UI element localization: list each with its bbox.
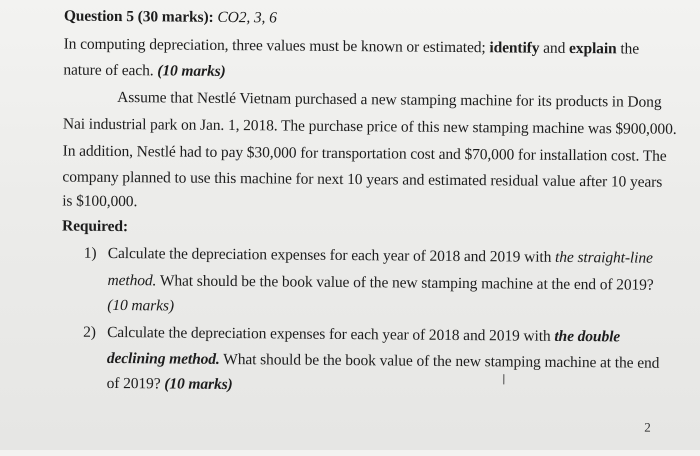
item-2-marks: (10 marks) <box>164 375 233 394</box>
question-title-codes: CO2, 3, 6 <box>217 8 277 27</box>
intro-marks: (10 marks) <box>157 62 226 80</box>
item-2-number: 2) <box>83 323 96 341</box>
scenario-line-4: company planned to use this machine for next 10 years and estimated residual value after 10 years <box>62 168 663 191</box>
scenario-line-2: Nai industrial park on Jan. 1, 2018. The purchase price of this new stamping machine was $900,000. <box>62 115 677 138</box>
scenario-line-5: is $100,000. <box>62 192 138 211</box>
identify-keyword: identify <box>489 39 540 57</box>
explain-keyword: explain <box>568 39 617 58</box>
scenario-line-1: Assume that Nestlé Vietnam purchased a new stamping machine for its products in Dong <box>117 89 662 111</box>
item-1-line-2: method. What should be the book value of the new stamping machine at the end of 2019? <box>107 271 654 294</box>
item-1-line-1: Calculate the depreciation expenses for each year of 2018 and 2019 with the straight-line <box>107 244 653 267</box>
item-1-marks: (10 marks) <box>107 296 175 315</box>
required-heading: Required: <box>61 217 129 236</box>
text-cursor-icon: I <box>501 372 506 389</box>
scenario-line-3: In addition, Nestlé had to pay $30,000 for transportation cost and $70,000 for installation cost. The <box>62 142 667 165</box>
intro-line-1: In computing depreciation, three values must be known or estimated; identify and explain the <box>63 35 640 58</box>
item-2-line-1: Calculate the depreciation expenses for each year of 2018 and 2019 with the double <box>107 323 621 346</box>
item-2-line-3: of 2019? (10 marks) <box>106 374 233 394</box>
item-2-line-2: declining method. What should be the book value of the new stamping machine at the end <box>106 349 660 372</box>
question-title-label: Question 5 (30 marks): <box>63 7 214 26</box>
intro-line-2: nature of each. (10 marks) <box>63 61 226 80</box>
item-1-number: 1) <box>83 244 97 262</box>
question-title <box>64 7 277 29</box>
page-number: 2 <box>644 419 651 435</box>
